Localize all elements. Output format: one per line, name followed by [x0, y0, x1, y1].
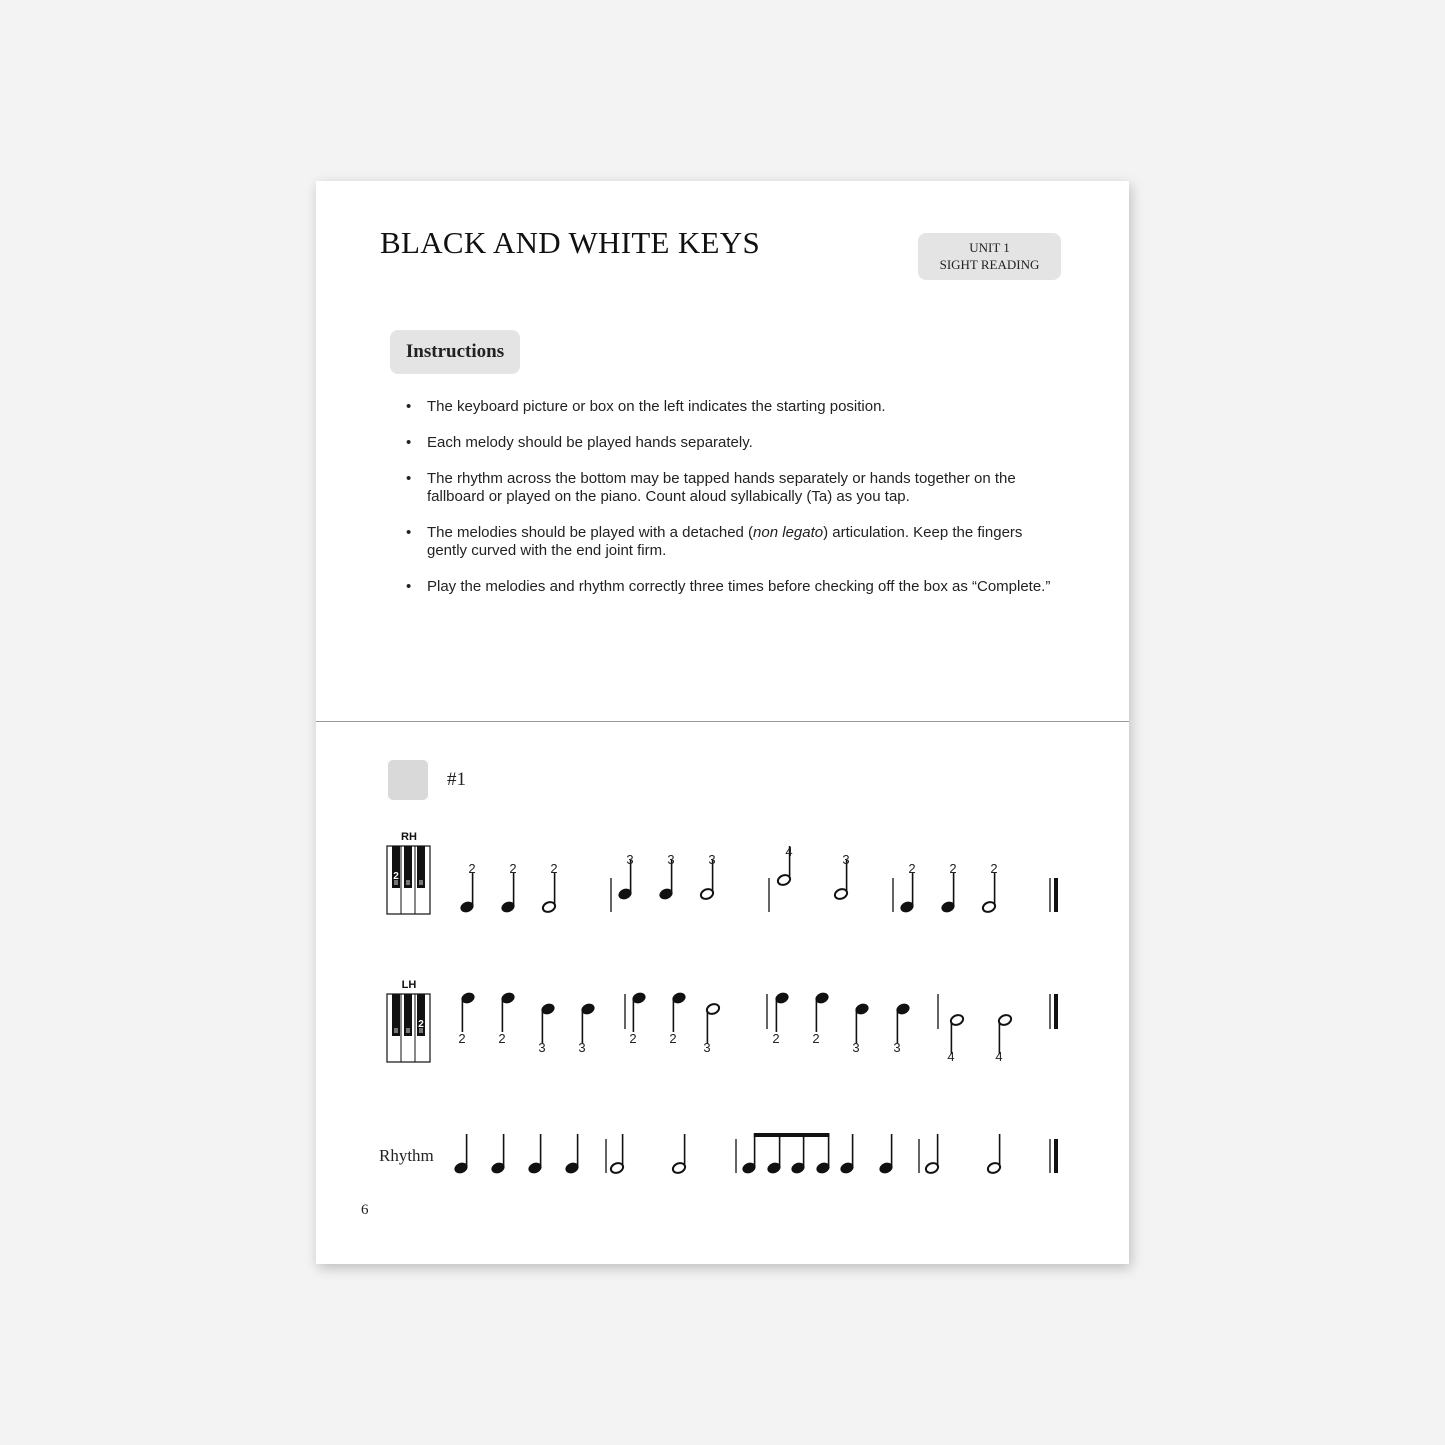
finger-number: 3 [667, 852, 675, 867]
instruction-item: • The rhythm across the bottom may be tapped hands separately or hands together on the fallboard or played on the piano. Count aloud syllabically (Ta) as you tap. [406, 470, 1066, 506]
instructions-heading: Instructions [390, 330, 520, 374]
key-finger-number: 2 [393, 871, 399, 882]
key-marker [419, 880, 423, 885]
finger-number: 2 [509, 861, 517, 876]
finger-number: 2 [669, 1031, 677, 1046]
finger-number: 3 [893, 1040, 901, 1055]
instruction-item: • The keyboard picture or box on the left indicates the starting position. [406, 398, 1066, 416]
finger-number: 3 [626, 852, 634, 867]
finger-number: 2 [990, 861, 998, 876]
final-barline-thick [1054, 1139, 1058, 1173]
finger-number: 3 [852, 1040, 860, 1055]
finger-number: 3 [578, 1040, 586, 1055]
finger-number: 2 [812, 1031, 820, 1046]
finger-number: 4 [995, 1049, 1003, 1064]
exercise-number: #1 [447, 769, 466, 790]
key-finger-number: 2 [418, 1019, 424, 1030]
eighth-beam [754, 1133, 830, 1137]
finger-number: 2 [550, 861, 558, 876]
finger-number: 4 [785, 844, 793, 859]
hand-label: RH [401, 831, 417, 843]
finger-number: 2 [949, 861, 957, 876]
instruction-text: ) articulation. Keep the fingers gently curved with the end joint firm. [427, 524, 1023, 559]
final-barline-thick [1054, 878, 1058, 912]
final-barline-thick [1054, 994, 1058, 1029]
page-number: 6 [361, 1202, 369, 1218]
finger-number: 3 [708, 852, 716, 867]
rhythm-label: Rhythm [379, 1146, 434, 1165]
finger-number: 2 [498, 1031, 506, 1046]
music-notation [316, 181, 1129, 1264]
instruction-emphasis: non legato [753, 524, 824, 541]
finger-number: 3 [842, 852, 850, 867]
finger-number: 3 [703, 1040, 711, 1055]
unit-label: UNIT 1 [969, 240, 1010, 255]
key-marker [394, 1028, 398, 1033]
instruction-item: • Play the melodies and rhythm correctly three times before checking off the box as “Complete.” [406, 578, 1066, 596]
finger-number: 2 [458, 1031, 466, 1046]
finger-number: 4 [947, 1049, 955, 1064]
key-marker [406, 1028, 410, 1033]
instruction-item: • Each melody should be played hands separately. [406, 434, 1066, 452]
instruction-text: The melodies should be played with a detached ( [427, 524, 754, 541]
finger-number: 3 [538, 1040, 546, 1055]
key-marker [406, 880, 410, 885]
finger-number: 2 [629, 1031, 637, 1046]
hand-label: LH [401, 979, 417, 991]
finger-number: 2 [468, 861, 476, 876]
finger-number: 2 [908, 861, 916, 876]
finger-number: 2 [772, 1031, 780, 1046]
page-title: BLACK AND WHITE KEYS [380, 225, 760, 260]
workbook-page [316, 181, 1129, 1264]
section-label: SIGHT READING [939, 257, 1040, 272]
